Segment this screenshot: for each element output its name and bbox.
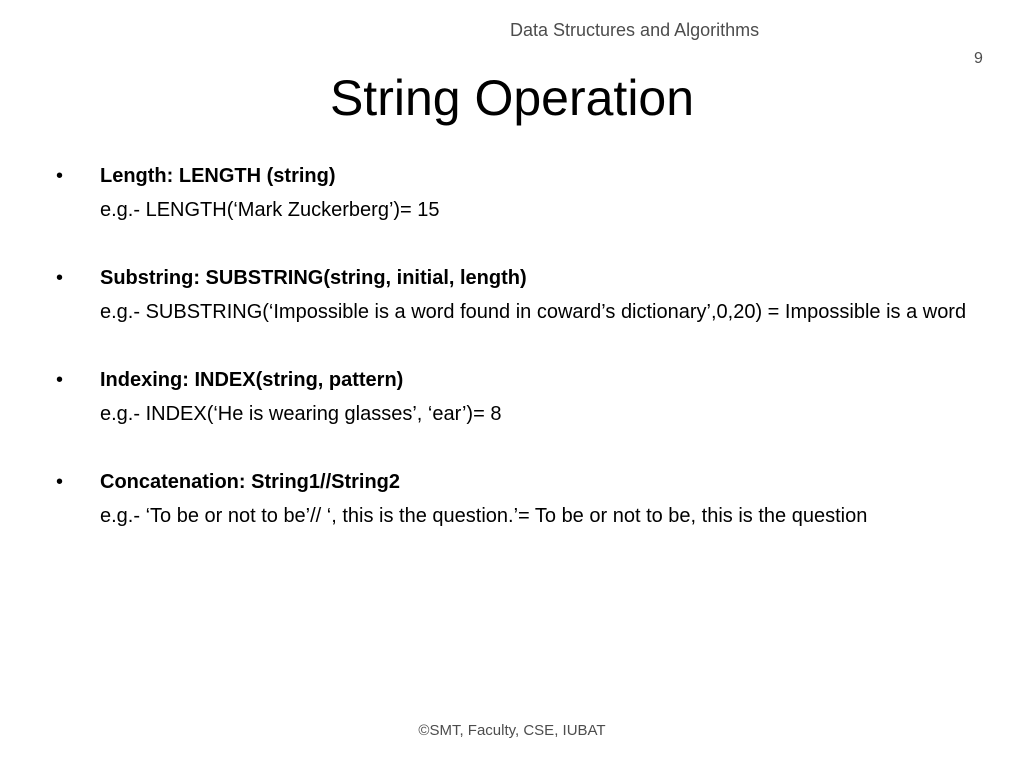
bullet-list xyxy=(56,159,976,533)
bullet-item-indexing xyxy=(56,363,976,431)
bullet-icon: • xyxy=(56,471,64,493)
bullet-example: e.g.- LENGTH(‘Mark Zuckerberg’)= 15 xyxy=(100,199,440,221)
bullet-icon: • xyxy=(56,267,64,289)
bullet-example: e.g.- SUBSTRING(‘Impossible is a word found in coward’s dictionary’,0,20) = Impossible is a word xyxy=(100,301,967,323)
slide-footer: ©SMT, Faculty, CSE, IUBAT xyxy=(418,722,606,739)
bullet-icon: • xyxy=(56,165,64,187)
bullet-heading: Concatenation: String1//String2 xyxy=(100,471,401,493)
bullet-example: e.g.- ‘To be or not to be’// ‘, this is the question.’= To be or not to be, this is the question xyxy=(100,505,868,527)
bullet-example: e.g.- INDEX(‘He is wearing glasses’, ‘ear’)= 8 xyxy=(100,403,502,425)
bullet-item-length xyxy=(56,159,976,227)
bullet-heading: Indexing: INDEX(string, pattern) xyxy=(100,369,404,391)
bullet-item-concatenation xyxy=(56,465,976,533)
bullet-heading: Substring: SUBSTRING(string, initial, length) xyxy=(100,267,527,289)
slide-title: String Operation xyxy=(329,70,695,126)
course-header: Data Structures and Algorithms xyxy=(510,20,760,40)
bullet-heading: Length: LENGTH (string) xyxy=(100,165,336,187)
bullet-icon: • xyxy=(56,369,64,391)
bullet-item-substring xyxy=(56,261,976,329)
page-number: 9 xyxy=(974,50,983,67)
